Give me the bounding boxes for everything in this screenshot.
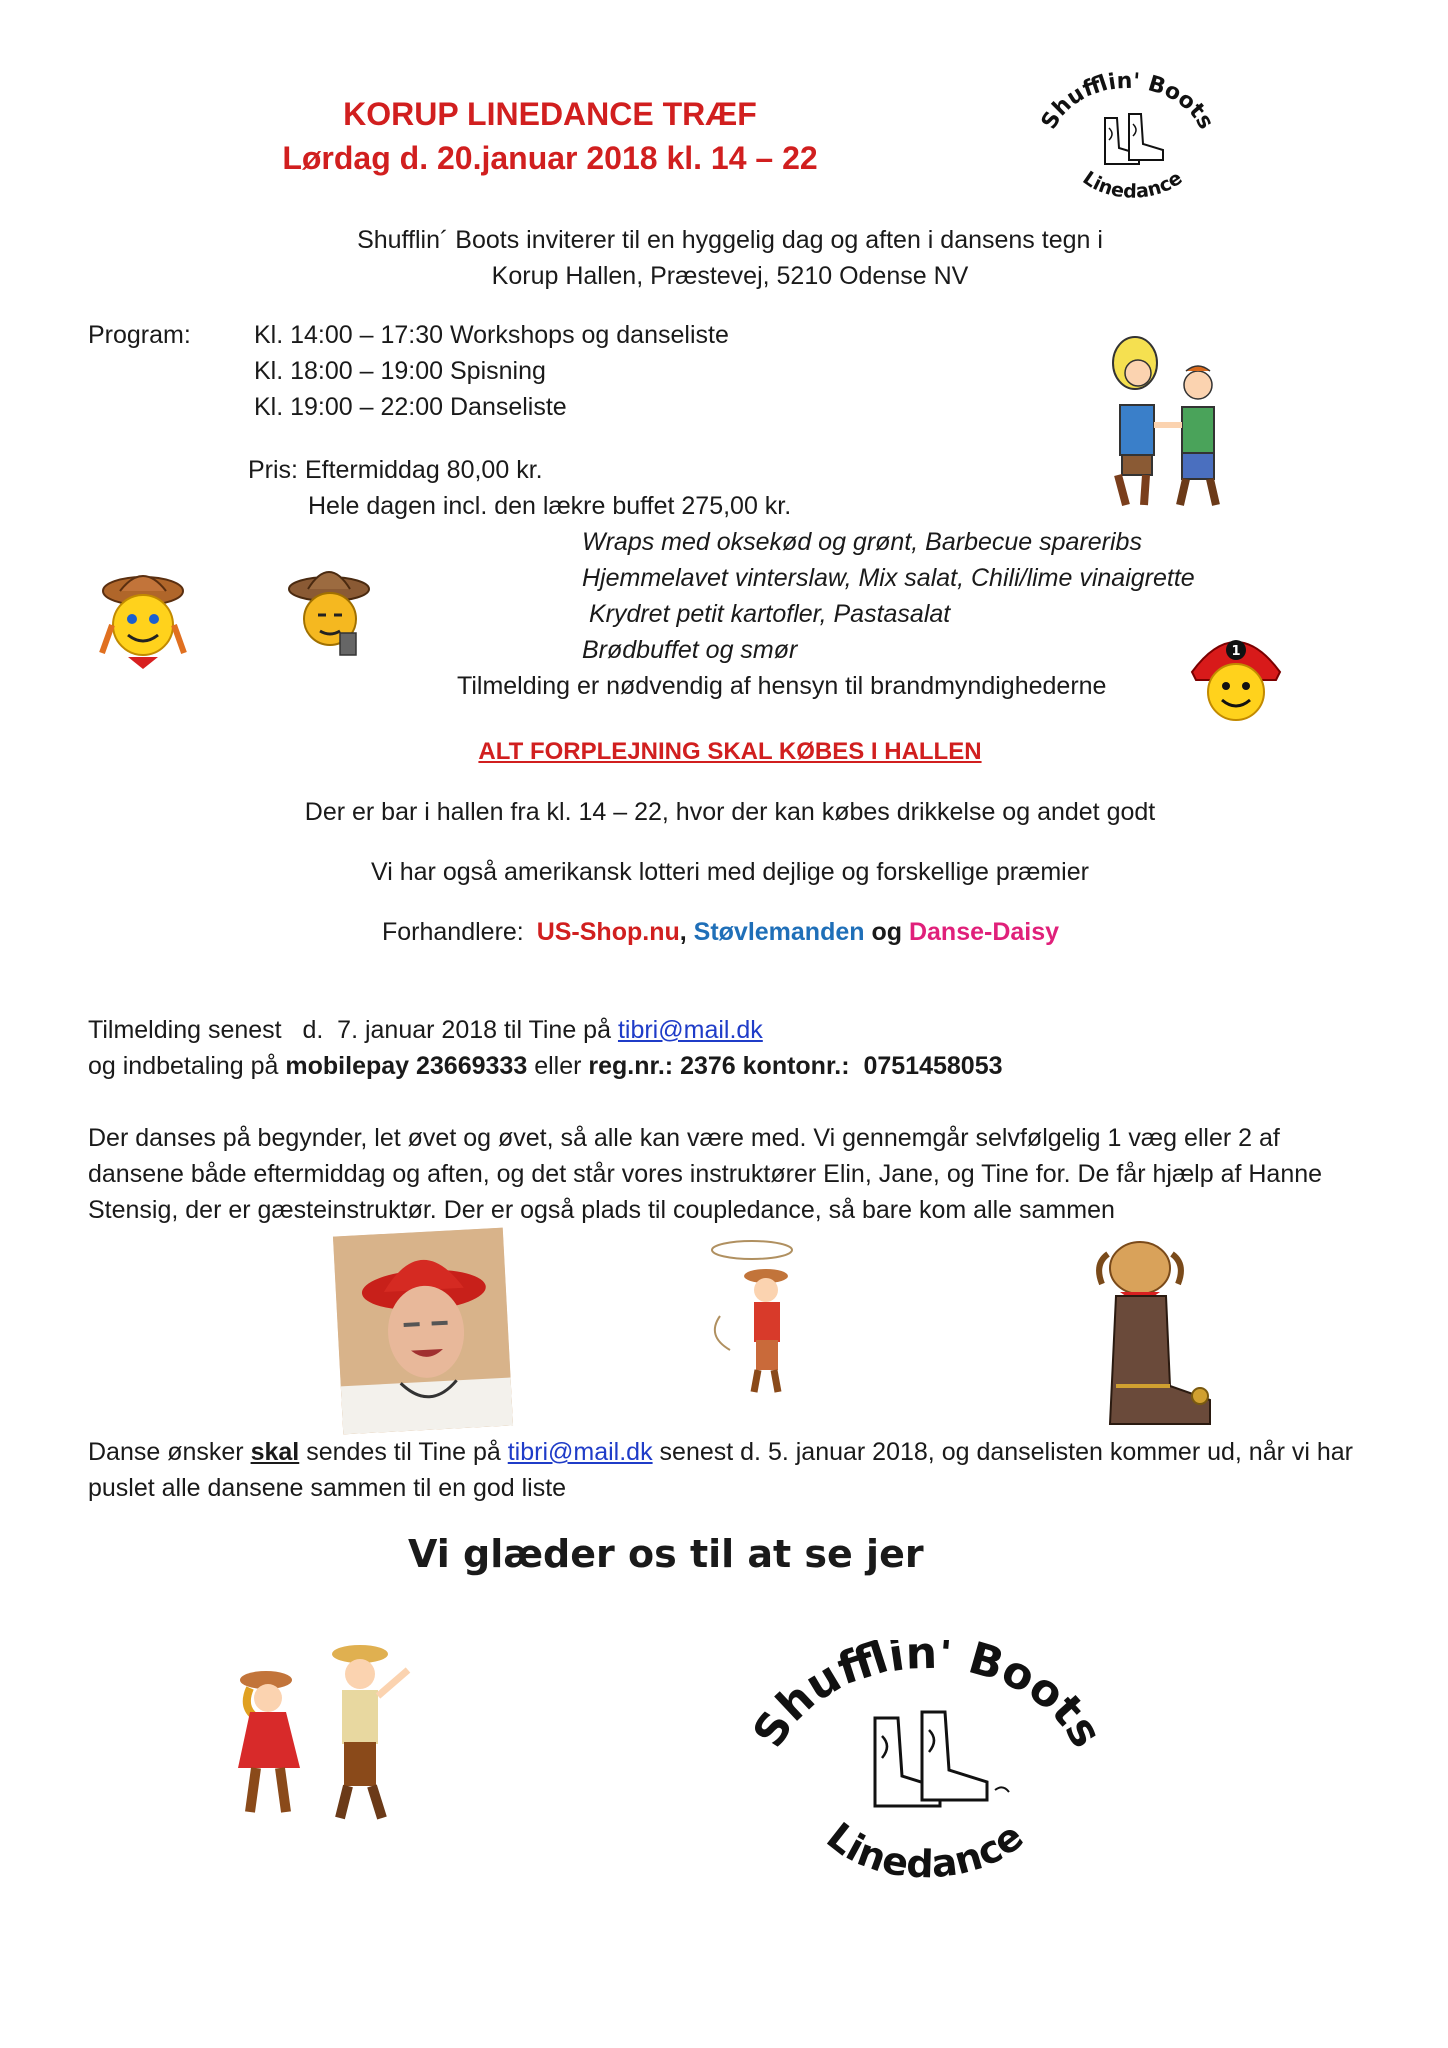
signup-email-link[interactable]: tibri@mail.dk — [617, 1016, 763, 1044]
dealer-separator: , — [679, 918, 687, 946]
bank-account: reg.nr.: 2376 kontonr.: 0751458053 — [588, 1052, 1003, 1080]
dealer-us-shop: US-Shop.nu — [536, 918, 680, 946]
firefighter-smiley-icon — [1186, 628, 1286, 728]
price-full-day: Hele dagen incl. den lækre buffet 275,00 kr. — [308, 492, 792, 520]
payment-or: eller — [534, 1052, 582, 1080]
logo-large-bottom-text: Linedance — [818, 1813, 1032, 1887]
payment-prefix: og indbetaling på — [88, 1052, 279, 1080]
dealers-line — [382, 914, 1059, 950]
program-item: Kl. 18:00 – 19:00 Spisning — [254, 357, 546, 385]
program-item: Kl. 19:00 – 22:00 Danseliste — [254, 393, 567, 421]
dancing-couple-illustration — [1090, 335, 1240, 510]
title-line-2: Lørdag d. 20.januar 2018 kl. 14 – 22 — [282, 140, 818, 176]
dealer-og: og — [871, 918, 903, 946]
page-title — [240, 92, 860, 180]
cowgirl-smiley-icon — [92, 565, 194, 675]
wishes-prefix: Danse ønsker — [88, 1438, 244, 1466]
registration-note: Tilmelding er nødvendig af hensyn til brandmyndighederne — [457, 672, 1107, 700]
menu-item: Krydret petit kartofler, Pastasalat — [582, 600, 951, 628]
shufflin-boots-logo-small — [1025, 70, 1225, 210]
wishes-skal: skal — [250, 1438, 300, 1466]
svg-text:Linedance — [819, 1814, 1032, 1887]
dealer-stovlemanden: Støvlemanden — [693, 918, 865, 946]
mobilepay-number: mobilepay 23669333 — [285, 1052, 528, 1080]
dance-wishes-paragraph — [88, 1434, 1378, 1506]
signup-deadline: Tilmelding senest d. 7. januar 2018 til Tine på — [88, 1016, 611, 1044]
cowgirl-lasso-illustration — [700, 1236, 830, 1396]
logo-top-text: Shufflin' Boots — [1036, 70, 1219, 134]
firefighter-badge-number: 1 — [1231, 644, 1241, 659]
bottom-dancing-couple-illustration — [210, 1636, 430, 1836]
signup-line-1 — [88, 1012, 763, 1048]
svg-text:Shufflin' Boots — [1037, 70, 1218, 134]
dealers-label: Forhandlere: — [382, 918, 524, 946]
wishes-email-link[interactable]: tibri@mail.dk — [507, 1438, 653, 1466]
lottery-info: Vi har også amerikansk lotteri med dejlige og forskellige præmier — [371, 858, 1089, 886]
shufflin-boots-logo-large — [740, 1640, 1110, 1900]
logo-bottom-text: Linedance — [1078, 166, 1187, 203]
intro-line-2: Korup Hallen, Præstevej, 5210 Odense NV — [491, 262, 969, 290]
menu-item: Hjemmelavet vinterslaw, Mix salat, Chili/lime vinaigrette — [582, 564, 1195, 592]
dealer-danse-daisy: Danse-Daisy — [908, 918, 1060, 946]
wishes-suffix: senest d. 5. januar 2018, og danselisten kommer ud, når vi har puslet alle dansene sammen til en god liste — [88, 1438, 1354, 1502]
svg-text:Linedance — [1079, 167, 1187, 203]
intro-line-1: Shufflin´ Boots inviterer til en hyggelig dag og aften i dansens tegn i — [357, 226, 1103, 254]
title-line-1: KORUP LINEDANCE TRÆF — [343, 96, 757, 132]
signup-line-2 — [88, 1048, 1003, 1084]
menu-item: Brødbuffet og smør — [582, 636, 798, 664]
program-item: Kl. 14:00 – 17:30 Workshops og danseliste — [254, 321, 729, 349]
menu-item: Wraps med oksekød og grønt, Barbecue spareribs — [582, 528, 1142, 556]
cowboy-smiley-icon — [282, 555, 377, 665]
instructor-photo — [333, 1228, 513, 1435]
catering-notice: ALT FORPLEJNING SKAL KØBES I HALLEN — [478, 738, 982, 765]
description-paragraph: Der danses på begynder, let øvet og øvet, så alle kan være med. Vi gennemgår selvfølgelig 1 væg eller 2 af dansene både eftermiddag og aften, og det står vores instruktører Elin, Jane, og Tine for. De får hjælp af Hanne Stensig, der er gæsteinstruktør. Der er også plads til coupledance, så bare kom alle sammen — [88, 1124, 1323, 1224]
wishes-mid: sendes til Tine på — [306, 1438, 501, 1466]
logo-large-top-text: Shufflin' Boots — [743, 1640, 1110, 1757]
bar-info: Der er bar i hallen fra kl. 14 – 22, hvor der kan købes drikkelse og andet godt — [304, 798, 1156, 826]
dog-in-boot-illustration — [1060, 1236, 1225, 1436]
program-label: Program: — [88, 321, 191, 349]
price-afternoon: Pris: Eftermiddag 80,00 kr. — [248, 456, 543, 484]
closing-message: Vi glæder os til at se jer — [408, 1532, 924, 1576]
